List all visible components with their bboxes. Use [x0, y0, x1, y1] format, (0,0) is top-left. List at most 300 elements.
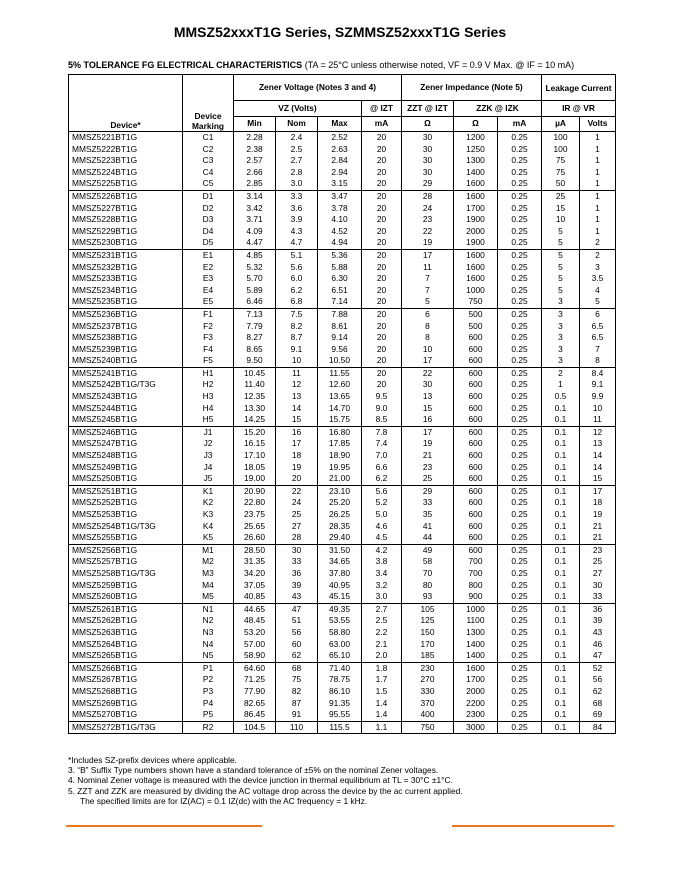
- cell-device: MMSZ5221BT1G: [69, 132, 183, 144]
- cell-zzt-ohm: 29: [402, 178, 454, 190]
- cell-marking: C2: [183, 144, 234, 156]
- cell-izt-ma: 20: [362, 144, 402, 156]
- cell-zzk-ohm: 700: [454, 556, 498, 568]
- cell-izt-ma: 4.6: [362, 521, 402, 533]
- cell-vz-max: 5.88: [318, 262, 362, 274]
- cell-vz-max: 4.10: [318, 214, 362, 226]
- cell-marking: J1: [183, 426, 234, 438]
- cell-zzk-ohm: 1700: [454, 674, 498, 686]
- cell-vz-max: 19.95: [318, 462, 362, 474]
- cell-vz-max: 16.80: [318, 426, 362, 438]
- cell-izk-ma: 0.25: [498, 674, 542, 686]
- cell-marking: N3: [183, 627, 234, 639]
- cell-device: MMSZ5229BT1G: [69, 226, 183, 238]
- cell-vr-volts: 2: [580, 237, 616, 249]
- cell-device: MMSZ5222BT1G: [69, 144, 183, 156]
- cell-zzt-ohm: 30: [402, 144, 454, 156]
- cell-zzt-ohm: 17: [402, 426, 454, 438]
- cell-izt-ma: 1.4: [362, 709, 402, 721]
- cell-marking: C1: [183, 132, 234, 144]
- cell-zzk-ohm: 1400: [454, 650, 498, 662]
- cell-vr-volts: 19: [580, 509, 616, 521]
- cell-izk-ma: 0.25: [498, 627, 542, 639]
- header-vz: VZ (Volts): [234, 101, 362, 117]
- cell-marking: P2: [183, 674, 234, 686]
- section-heading-title: 5% TOLERANCE FG ELECTRICAL CHARACTERISTICS: [68, 60, 303, 70]
- electrical-characteristics-table-wrap: [68, 74, 615, 734]
- header-leakage-current: Leakage Current: [542, 75, 616, 101]
- cell-ir-ua: 0.1: [542, 698, 580, 710]
- cell-zzt-ohm: 25: [402, 473, 454, 485]
- table-row: [69, 144, 616, 156]
- cell-izt-ma: 1.7: [362, 674, 402, 686]
- cell-zzt-ohm: 41: [402, 521, 454, 533]
- cell-zzt-ohm: 58: [402, 556, 454, 568]
- cell-vr-volts: 25: [580, 556, 616, 568]
- table-row: [69, 426, 616, 438]
- cell-vz-max: 18.90: [318, 450, 362, 462]
- cell-vz-nom: 24: [276, 497, 318, 509]
- cell-vz-max: 12.60: [318, 379, 362, 391]
- cell-vz-max: 2.84: [318, 155, 362, 167]
- cell-vz-min: 34.20: [234, 568, 276, 580]
- cell-izt-ma: 6.2: [362, 473, 402, 485]
- section-heading-conditions: (TA = 25°C unless otherwise noted, VF = 0.9 V Max. @ IF = 10 mA): [304, 60, 575, 70]
- cell-izk-ma: 0.25: [498, 178, 542, 190]
- cell-vz-max: 71.40: [318, 662, 362, 674]
- cell-izt-ma: 9.0: [362, 403, 402, 415]
- cell-zzt-ohm: 185: [402, 650, 454, 662]
- header-volts: Volts: [580, 117, 616, 132]
- table-row: [69, 226, 616, 238]
- cell-marking: F2: [183, 321, 234, 333]
- cell-vz-min: 4.47: [234, 237, 276, 249]
- cell-marking: D1: [183, 190, 234, 202]
- table-row: [69, 203, 616, 215]
- cell-zzk-ohm: 600: [454, 438, 498, 450]
- table-row: [69, 497, 616, 509]
- cell-device: MMSZ5237BT1G: [69, 321, 183, 333]
- cell-device: MMSZ5225BT1G: [69, 178, 183, 190]
- cell-zzk-ohm: 1250: [454, 144, 498, 156]
- cell-vz-max: 49.35: [318, 603, 362, 615]
- cell-zzk-ohm: 600: [454, 403, 498, 415]
- cell-vz-nom: 3.0: [276, 178, 318, 190]
- cell-marking: N2: [183, 615, 234, 627]
- cell-ir-ua: 0.1: [542, 709, 580, 721]
- cell-izt-ma: 20: [362, 296, 402, 308]
- cell-ir-ua: 0.1: [542, 662, 580, 674]
- cell-zzt-ohm: 49: [402, 544, 454, 556]
- cell-izk-ma: 0.25: [498, 497, 542, 509]
- cell-vz-min: 4.85: [234, 249, 276, 261]
- cell-vr-volts: 46: [580, 639, 616, 651]
- cell-ir-ua: 0.1: [542, 721, 580, 734]
- cell-ir-ua: 0.1: [542, 473, 580, 485]
- cell-zzk-ohm: 600: [454, 497, 498, 509]
- cell-zzk-ohm: 3000: [454, 721, 498, 734]
- cell-izt-ma: 7.0: [362, 450, 402, 462]
- cell-vz-max: 4.52: [318, 226, 362, 238]
- cell-vz-max: 9.14: [318, 332, 362, 344]
- cell-device: MMSZ5235BT1G: [69, 296, 183, 308]
- cell-ir-ua: 0.1: [542, 462, 580, 474]
- cell-vr-volts: 4: [580, 285, 616, 297]
- cell-zzk-ohm: 1900: [454, 237, 498, 249]
- cell-vz-max: 86.10: [318, 686, 362, 698]
- cell-vz-nom: 6.8: [276, 296, 318, 308]
- cell-vz-nom: 36: [276, 568, 318, 580]
- cell-izt-ma: 20: [362, 332, 402, 344]
- cell-device: MMSZ5251BT1G: [69, 485, 183, 497]
- cell-zzt-ohm: 30: [402, 167, 454, 179]
- table-row: [69, 403, 616, 415]
- cell-zzt-ohm: 22: [402, 226, 454, 238]
- cell-izk-ma: 0.25: [498, 132, 542, 144]
- cell-vr-volts: 1: [580, 214, 616, 226]
- cell-izt-ma: 5.2: [362, 497, 402, 509]
- cell-vr-volts: 14: [580, 450, 616, 462]
- cell-vr-volts: 6: [580, 308, 616, 320]
- cell-device: MMSZ5228BT1G: [69, 214, 183, 226]
- cell-zzt-ohm: 7: [402, 273, 454, 285]
- cell-vz-min: 16.15: [234, 438, 276, 450]
- electrical-characteristics-table: [68, 74, 616, 734]
- table-row: [69, 532, 616, 544]
- cell-marking: K3: [183, 509, 234, 521]
- cell-vz-max: 40.95: [318, 580, 362, 592]
- footer-rule-left: [66, 825, 262, 827]
- cell-vz-min: 17.10: [234, 450, 276, 462]
- cell-device: MMSZ5242BT1G/T3G: [69, 379, 183, 391]
- cell-zzt-ohm: 17: [402, 355, 454, 367]
- cell-vz-min: 37.05: [234, 580, 276, 592]
- cell-ir-ua: 0.1: [542, 403, 580, 415]
- cell-zzt-ohm: 28: [402, 190, 454, 202]
- cell-vz-nom: 60: [276, 639, 318, 651]
- cell-vz-min: 15.20: [234, 426, 276, 438]
- cell-device: MMSZ5231BT1G: [69, 249, 183, 261]
- cell-device: MMSZ5263BT1G: [69, 627, 183, 639]
- cell-device: MMSZ5234BT1G: [69, 285, 183, 297]
- cell-device: MMSZ5265BT1G: [69, 650, 183, 662]
- cell-zzk-ohm: 600: [454, 426, 498, 438]
- cell-marking: J2: [183, 438, 234, 450]
- footnotes: [68, 755, 628, 806]
- cell-vr-volts: 21: [580, 521, 616, 533]
- header-nom: Nom: [276, 117, 318, 132]
- cell-izt-ma: 20: [362, 379, 402, 391]
- cell-ir-ua: 3: [542, 355, 580, 367]
- cell-vz-nom: 33: [276, 556, 318, 568]
- cell-zzk-ohm: 500: [454, 308, 498, 320]
- cell-izt-ma: 2.0: [362, 650, 402, 662]
- cell-marking: E2: [183, 262, 234, 274]
- cell-device: MMSZ5245BT1G: [69, 414, 183, 426]
- cell-zzk-ohm: 600: [454, 332, 498, 344]
- cell-izk-ma: 0.25: [498, 698, 542, 710]
- cell-vz-min: 48.45: [234, 615, 276, 627]
- cell-marking: J4: [183, 462, 234, 474]
- cell-marking: F3: [183, 332, 234, 344]
- cell-device: MMSZ5259BT1G: [69, 580, 183, 592]
- cell-izt-ma: 9.5: [362, 391, 402, 403]
- cell-izk-ma: 0.25: [498, 662, 542, 674]
- cell-vr-volts: 1: [580, 226, 616, 238]
- cell-izt-ma: 2.2: [362, 627, 402, 639]
- cell-zzt-ohm: 8: [402, 321, 454, 333]
- cell-vz-nom: 18: [276, 450, 318, 462]
- cell-vr-volts: 12: [580, 426, 616, 438]
- cell-ir-ua: 3: [542, 344, 580, 356]
- cell-vr-volts: 2: [580, 249, 616, 261]
- cell-izt-ma: 7.4: [362, 438, 402, 450]
- cell-zzk-ohm: 1400: [454, 167, 498, 179]
- cell-vz-nom: 10: [276, 355, 318, 367]
- cell-zzt-ohm: 400: [402, 709, 454, 721]
- cell-zzk-ohm: 600: [454, 344, 498, 356]
- cell-marking: F4: [183, 344, 234, 356]
- cell-izk-ma: 0.25: [498, 639, 542, 651]
- cell-zzt-ohm: 21: [402, 450, 454, 462]
- cell-vz-nom: 2.5: [276, 144, 318, 156]
- table-row: [69, 344, 616, 356]
- cell-izt-ma: 5.6: [362, 485, 402, 497]
- cell-zzk-ohm: 1900: [454, 214, 498, 226]
- cell-marking: C5: [183, 178, 234, 190]
- cell-vz-max: 14.70: [318, 403, 362, 415]
- cell-vz-min: 3.14: [234, 190, 276, 202]
- table-row: [69, 262, 616, 274]
- table-row: [69, 473, 616, 485]
- cell-vz-max: 11.55: [318, 367, 362, 379]
- cell-vz-max: 95.55: [318, 709, 362, 721]
- cell-device: MMSZ5258BT1G/T3G: [69, 568, 183, 580]
- cell-vz-nom: 30: [276, 544, 318, 556]
- cell-zzk-ohm: 600: [454, 414, 498, 426]
- cell-zzk-ohm: 600: [454, 521, 498, 533]
- cell-vz-min: 8.65: [234, 344, 276, 356]
- cell-device: MMSZ5224BT1G: [69, 167, 183, 179]
- cell-ir-ua: 0.1: [542, 580, 580, 592]
- cell-vz-min: 71.25: [234, 674, 276, 686]
- cell-vz-nom: 22: [276, 485, 318, 497]
- cell-vz-nom: 82: [276, 686, 318, 698]
- cell-zzt-ohm: 125: [402, 615, 454, 627]
- cell-izk-ma: 0.25: [498, 155, 542, 167]
- table-row: [69, 285, 616, 297]
- cell-device: MMSZ5244BT1G: [69, 403, 183, 415]
- cell-device: MMSZ5253BT1G: [69, 509, 183, 521]
- cell-zzk-ohm: 1700: [454, 203, 498, 215]
- cell-ir-ua: 0.1: [542, 497, 580, 509]
- cell-izt-ma: 20: [362, 273, 402, 285]
- cell-ir-ua: 5: [542, 273, 580, 285]
- cell-zzk-ohm: 500: [454, 321, 498, 333]
- cell-vr-volts: 18: [580, 497, 616, 509]
- cell-device: MMSZ5262BT1G: [69, 615, 183, 627]
- cell-device: MMSZ5266BT1G: [69, 662, 183, 674]
- cell-izk-ma: 0.25: [498, 262, 542, 274]
- cell-ir-ua: 0.1: [542, 556, 580, 568]
- cell-izk-ma: 0.25: [498, 591, 542, 603]
- cell-vr-volts: 62: [580, 686, 616, 698]
- cell-vr-volts: 10: [580, 403, 616, 415]
- cell-vz-max: 29.40: [318, 532, 362, 544]
- cell-ir-ua: 3: [542, 332, 580, 344]
- cell-vz-max: 23.10: [318, 485, 362, 497]
- cell-vz-nom: 2.4: [276, 132, 318, 144]
- cell-vz-max: 10.50: [318, 355, 362, 367]
- cell-zzt-ohm: 170: [402, 639, 454, 651]
- cell-ir-ua: 0.1: [542, 414, 580, 426]
- cell-vz-nom: 11: [276, 367, 318, 379]
- cell-vr-volts: 1: [580, 144, 616, 156]
- cell-ir-ua: 0.5: [542, 391, 580, 403]
- footnote-3: 3. “B” Suffix Type numbers shown have a standard tolerance of ±5% on the nominal Zener voltages.: [68, 765, 439, 776]
- cell-vz-min: 10.45: [234, 367, 276, 379]
- table-row: [69, 190, 616, 202]
- cell-vz-min: 3.71: [234, 214, 276, 226]
- cell-marking: C3: [183, 155, 234, 167]
- table-row: [69, 214, 616, 226]
- header-ua: µA: [542, 117, 580, 132]
- section-heading: [68, 60, 668, 70]
- cell-zzt-ohm: 230: [402, 662, 454, 674]
- cell-ir-ua: 25: [542, 190, 580, 202]
- cell-vr-volts: 6.5: [580, 332, 616, 344]
- table-row: [69, 650, 616, 662]
- table-row: [69, 709, 616, 721]
- cell-vz-max: 7.14: [318, 296, 362, 308]
- cell-izt-ma: 3.2: [362, 580, 402, 592]
- cell-zzk-ohm: 800: [454, 580, 498, 592]
- header-device-marking: Device Marking: [183, 75, 234, 132]
- cell-vr-volts: 23: [580, 544, 616, 556]
- table-row: [69, 308, 616, 320]
- table-row: [69, 591, 616, 603]
- table-row: [69, 438, 616, 450]
- cell-ir-ua: 0.1: [542, 426, 580, 438]
- cell-marking: N4: [183, 639, 234, 651]
- cell-device: MMSZ5254BT1G/T3G: [69, 521, 183, 533]
- cell-izk-ma: 0.25: [498, 580, 542, 592]
- header-zener-impedance: Zener Impedance (Note 5): [402, 75, 542, 101]
- cell-marking: P5: [183, 709, 234, 721]
- cell-zzk-ohm: 1300: [454, 627, 498, 639]
- cell-vz-min: 23.75: [234, 509, 276, 521]
- cell-zzk-ohm: 750: [454, 296, 498, 308]
- cell-zzt-ohm: 105: [402, 603, 454, 615]
- cell-ir-ua: 75: [542, 155, 580, 167]
- cell-vz-nom: 14: [276, 403, 318, 415]
- cell-vr-volts: 8: [580, 355, 616, 367]
- cell-izk-ma: 0.25: [498, 568, 542, 580]
- cell-vz-min: 12.35: [234, 391, 276, 403]
- cell-izt-ma: 20: [362, 167, 402, 179]
- cell-vr-volts: 56: [580, 674, 616, 686]
- cell-vr-volts: 1: [580, 178, 616, 190]
- cell-vz-min: 3.42: [234, 203, 276, 215]
- cell-izk-ma: 0.25: [498, 167, 542, 179]
- cell-vz-nom: 6.0: [276, 273, 318, 285]
- cell-izt-ma: 20: [362, 214, 402, 226]
- cell-izt-ma: 5.0: [362, 509, 402, 521]
- cell-zzk-ohm: 1600: [454, 178, 498, 190]
- cell-vz-max: 6.30: [318, 273, 362, 285]
- cell-vz-min: 22.80: [234, 497, 276, 509]
- cell-izk-ma: 0.25: [498, 308, 542, 320]
- cell-zzt-ohm: 29: [402, 485, 454, 497]
- cell-izk-ma: 0.25: [498, 237, 542, 249]
- cell-izk-ma: 0.25: [498, 615, 542, 627]
- cell-izk-ma: 0.25: [498, 226, 542, 238]
- cell-zzt-ohm: 270: [402, 674, 454, 686]
- cell-zzt-ohm: 23: [402, 462, 454, 474]
- table-row: [69, 367, 616, 379]
- table-row: [69, 178, 616, 190]
- table-row: [69, 544, 616, 556]
- cell-ir-ua: 0.1: [542, 544, 580, 556]
- cell-vz-nom: 5.6: [276, 262, 318, 274]
- header-ohm-zzt: Ω: [402, 117, 454, 132]
- cell-zzk-ohm: 1600: [454, 249, 498, 261]
- cell-ir-ua: 0.1: [542, 603, 580, 615]
- cell-zzt-ohm: 44: [402, 532, 454, 544]
- cell-vz-nom: 16: [276, 426, 318, 438]
- cell-izt-ma: 2.7: [362, 603, 402, 615]
- cell-vz-min: 26.60: [234, 532, 276, 544]
- cell-zzt-ohm: 22: [402, 367, 454, 379]
- cell-marking: M3: [183, 568, 234, 580]
- cell-zzk-ohm: 900: [454, 591, 498, 603]
- cell-vz-nom: 4.7: [276, 237, 318, 249]
- cell-device: MMSZ5240BT1G: [69, 355, 183, 367]
- cell-device: MMSZ5249BT1G: [69, 462, 183, 474]
- cell-ir-ua: 0.1: [542, 674, 580, 686]
- cell-device: MMSZ5248BT1G: [69, 450, 183, 462]
- cell-ir-ua: 2: [542, 367, 580, 379]
- cell-vz-nom: 3.9: [276, 214, 318, 226]
- cell-marking: M1: [183, 544, 234, 556]
- cell-vr-volts: 5: [580, 296, 616, 308]
- cell-vz-max: 6.51: [318, 285, 362, 297]
- cell-vz-max: 3.15: [318, 178, 362, 190]
- cell-device: MMSZ5241BT1G: [69, 367, 183, 379]
- cell-vz-max: 2.94: [318, 167, 362, 179]
- cell-izt-ma: 20: [362, 249, 402, 261]
- cell-vz-nom: 20: [276, 473, 318, 485]
- header-ma: mA: [362, 117, 402, 132]
- cell-vz-min: 44.65: [234, 603, 276, 615]
- table-row: [69, 521, 616, 533]
- cell-izk-ma: 0.25: [498, 403, 542, 415]
- cell-vz-max: 17.85: [318, 438, 362, 450]
- cell-izt-ma: 20: [362, 355, 402, 367]
- cell-device: MMSZ5260BT1G: [69, 591, 183, 603]
- table-row: [69, 662, 616, 674]
- table-row: [69, 355, 616, 367]
- cell-vr-volts: 11: [580, 414, 616, 426]
- cell-vz-min: 25.65: [234, 521, 276, 533]
- cell-vr-volts: 1: [580, 167, 616, 179]
- cell-ir-ua: 100: [542, 144, 580, 156]
- cell-vz-min: 77.90: [234, 686, 276, 698]
- cell-izt-ma: 20: [362, 237, 402, 249]
- cell-vz-max: 31.50: [318, 544, 362, 556]
- cell-zzt-ohm: 33: [402, 497, 454, 509]
- cell-zzk-ohm: 700: [454, 568, 498, 580]
